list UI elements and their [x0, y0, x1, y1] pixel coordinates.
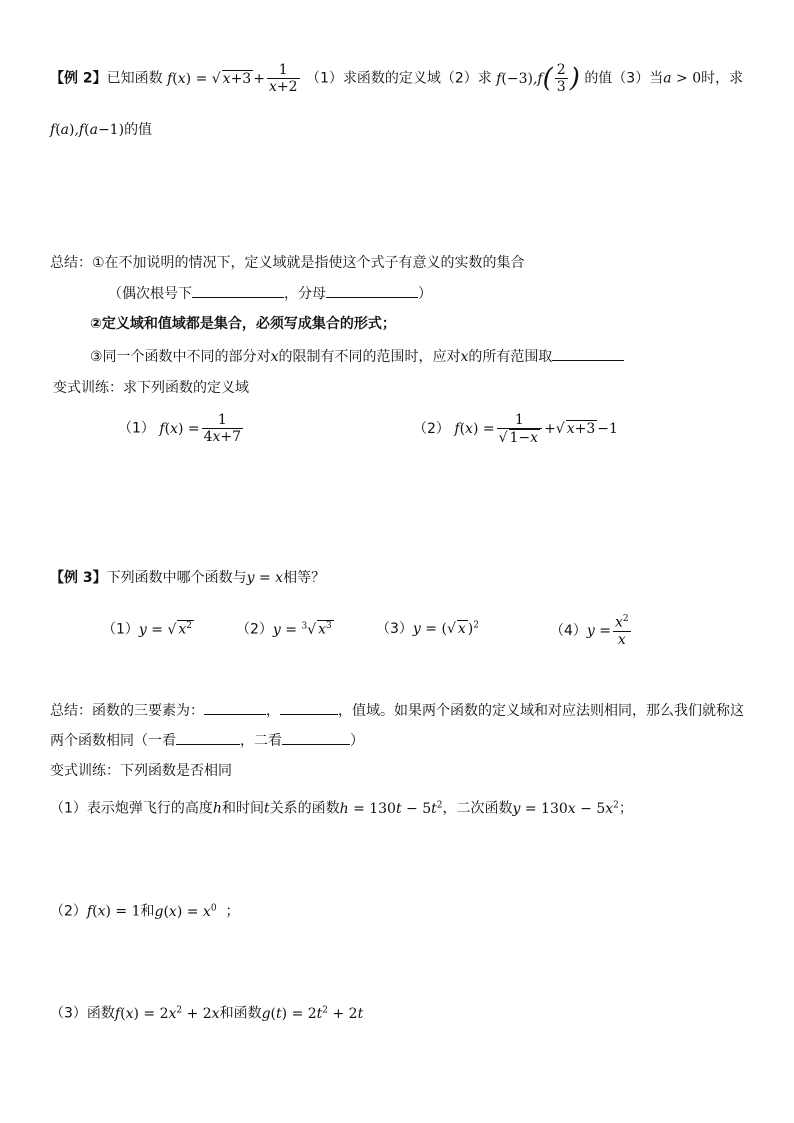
summary-1-denominator: ，分母 — [284, 286, 326, 302]
math-f-quadratic: $f(x) = 2x^2 + 2x$ — [114, 1005, 220, 1022]
summary-1-lead: 总结：①在不加说明的情况下，定义域就是指使这个式子有意义的实数的集合 — [50, 255, 525, 271]
example-2-label: 【例 2】 — [50, 70, 107, 87]
variant-2-item-2 — [50, 903, 239, 920]
example-2-line-1 — [50, 62, 743, 95]
point-3-part-c: 的所有范围取 — [468, 349, 553, 365]
variant-1-title: 变式训练：求下列函数的定义域 — [53, 380, 249, 396]
option-number: （3） — [376, 621, 413, 637]
example-3-line — [50, 570, 325, 587]
summary-2-line-1 — [50, 702, 744, 720]
summary-1-point-2: ②定义域和值域都是集合，必须写成集合的形式； — [90, 316, 396, 332]
item-2-part-b: 和 — [140, 903, 155, 920]
summary-1-point-3 — [90, 348, 624, 366]
example-2-q3-tail: 时，求 — [701, 70, 744, 87]
math-f-eq-1: f(x) = 1 — [86, 903, 141, 920]
summary-1-paren-open: （偶次根号下 — [108, 286, 192, 302]
summary-2-part-c: ，值域。如果两个函数的定义域和对应法则相同，那么我们就称这 — [338, 703, 744, 719]
math-y-eq-x: y = x — [246, 570, 284, 586]
point-3-part-b: 的限制有不同的范围时，应对 — [278, 349, 461, 365]
math-h-function: $h = 130t - 5t^2$ — [339, 800, 443, 817]
blank-first-look[interactable] — [176, 732, 240, 745]
example-2-line2-tail: 的值 — [124, 122, 153, 138]
summary-2-comma: ， — [266, 703, 280, 719]
option-number: （1） — [102, 621, 139, 638]
blank-element-2[interactable] — [280, 702, 338, 715]
summary-1-paren-close: ） — [418, 286, 432, 302]
example-3-option-3: （3）y = (√ x )$^2$ — [376, 620, 479, 637]
example-3-option-4: （4）y = $\frac{x^2}{x}$ — [550, 614, 629, 648]
variant-2-item-1: （1）表示炮弹飞行的高度h和时间t关系的函数$h = 130t - 5t^2$，二次函数$y = 130x - 5x^2$； — [50, 800, 633, 817]
summary-2-part-f: ） — [350, 733, 364, 749]
summary-2-part-e: ，二看 — [240, 733, 282, 749]
blank-second-look[interactable] — [282, 732, 350, 745]
example-3-option-1: （1）y = √ $x^2$ — [102, 621, 193, 638]
item-1-part-e: ； — [618, 800, 633, 817]
item-number: （2） — [413, 421, 450, 438]
example-2-line-2 — [50, 122, 152, 139]
summary-2-part-d: 两个函数相同（一看 — [50, 733, 176, 749]
math-y-function: $y = 130x - 5x^2$ — [512, 800, 619, 817]
example-2-q2-tail: 的值（3）当 — [584, 70, 664, 87]
blank-even-root[interactable] — [192, 285, 284, 298]
variant-1-item-1 — [118, 412, 245, 445]
item-1-part-a: （1）表示炮弹飞行的高度 — [50, 800, 213, 817]
math-variant-1-item-1: f(x) = $\frac{1}{4x+7}$ — [159, 412, 242, 446]
math-x: x — [460, 349, 469, 365]
option-number: （4） — [550, 622, 587, 639]
item-2-part-c: ； — [225, 903, 240, 920]
option-number: （2） — [236, 621, 273, 638]
example-3-label: 【例 3】 — [50, 570, 107, 586]
point-3-part-a: ③同一个函数中不同的部分对 — [90, 349, 271, 365]
item-2-part-a: （2） — [50, 903, 87, 920]
item-3-part-a: （3）函数 — [50, 1005, 115, 1022]
math-g-eq-x0: $g(x) = x^0$ — [154, 903, 217, 920]
blank-denominator[interactable] — [326, 285, 418, 298]
math-fa-values: f(a),f(a−1) — [50, 122, 125, 138]
math-g-quadratic: $g(t) = 2t^2 + 2t$ — [261, 1005, 364, 1022]
math-fx-definition: f(x) = √ x+3 + $\frac{1}{x+2}$ — [167, 62, 298, 96]
summary-2-part-a: 总结：函数的三要素为： — [50, 703, 204, 719]
example-2-q1: （1）求函数的定义域（2）求 — [305, 70, 492, 87]
example-3-text: 下列函数中哪个函数与 — [106, 570, 247, 586]
example-3-text-tail: 相等？ — [283, 570, 326, 586]
math-a-positive: a > 0 — [663, 70, 702, 87]
item-3-part-b: 和函数 — [219, 1005, 262, 1022]
blank-range[interactable] — [552, 348, 624, 361]
summary-1-paren-line — [108, 285, 432, 303]
variant-1-item-2 — [413, 412, 618, 446]
variant-2-item-3 — [50, 1005, 363, 1022]
variant-2-title: 变式训练：下列函数是否相同 — [50, 763, 232, 779]
item-1-part-c: 关系的函数 — [269, 800, 340, 817]
example-2-intro: 已知函数 — [106, 70, 163, 87]
item-number: （1） — [118, 420, 155, 437]
math-variant-1-item-2: f(x) = $\frac{1}{√ 1-x}$ +√ x+3 −1 — [454, 412, 618, 447]
item-1-part-b: 和时间 — [221, 800, 264, 817]
summary-2-line-2 — [50, 732, 364, 750]
math-f-values: f(−3),f( $\frac{2}{3}$ ) — [496, 62, 580, 96]
example-3-option-2: （2）y = $^3$√ $x^3$ — [236, 621, 332, 638]
blank-element-1[interactable] — [204, 702, 266, 715]
math-x: x — [270, 349, 279, 365]
item-1-part-d: ，二次函数 — [442, 800, 513, 817]
